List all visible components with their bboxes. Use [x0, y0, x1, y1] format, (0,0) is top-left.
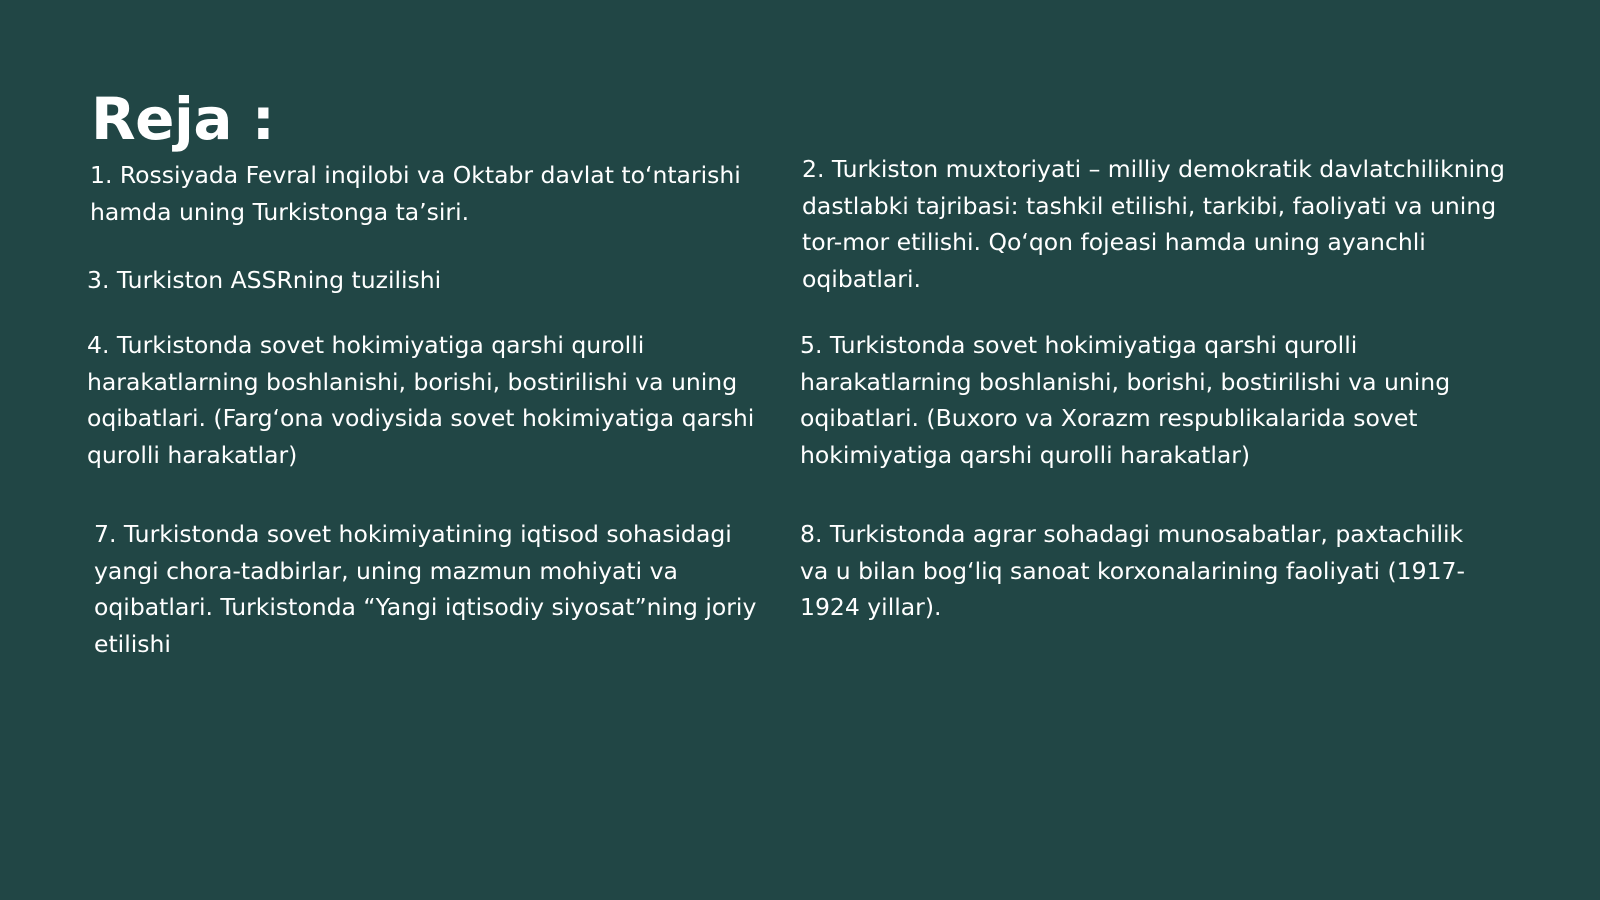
plan-item-3: 3. Turkiston ASSRning tuzilishi — [87, 266, 442, 294]
plan-item-4: 4. Turkistonda sovet hokimiyatiga qarshi qurolli harakatlarning boshlanishi, borishi, bostirilishi va uning oqibatlari. (Farg‘ona vodiysida sovet hokimiyatiga qarshi qurolli harakatlar) — [87, 331, 755, 470]
plan-item-7: 7. Turkistonda sovet hokimiyatining iqtisod sohasidagi yangi chora-tadbirlar, uning mazmun mohiyati va oqibatlari. Turkistonda “Yangi iqtisodiy siyosat”ning joriy etilishi — [94, 520, 757, 659]
slide-title: Reja : — [91, 85, 275, 153]
plan-item-2: 2. Turkiston muxtoriyati – milliy demokratik davlatchilikning dastlabki tajribasi: tashkil etilishi, tarkibi, faoliyati va uning tor-mor etilishi. Qo‘qon fojeasi hamda uning ayanchli oqibatlari. — [802, 155, 1505, 294]
plan-item-8: 8. Turkistonda agrar sohadagi munosabatlar, paxtachilik va u bilan bog‘liq sanoat korxonalarining faoliyati (1917-1924 yillar). — [800, 520, 1465, 622]
plan-item-5: 5. Turkistonda sovet hokimiyatiga qarshi qurolli harakatlarning boshlanishi, borishi, bostirilishi va uning oqibatlari. (Buxoro va Xorazm respublikalarida sovet hokimiyatiga qarshi qurolli harakatlar) — [800, 331, 1451, 470]
plan-item-1: 1. Rossiyada Fevral inqilobi va Oktabr davlat to‘ntarishi hamda uning Turkistonga ta’siri. — [90, 161, 741, 226]
